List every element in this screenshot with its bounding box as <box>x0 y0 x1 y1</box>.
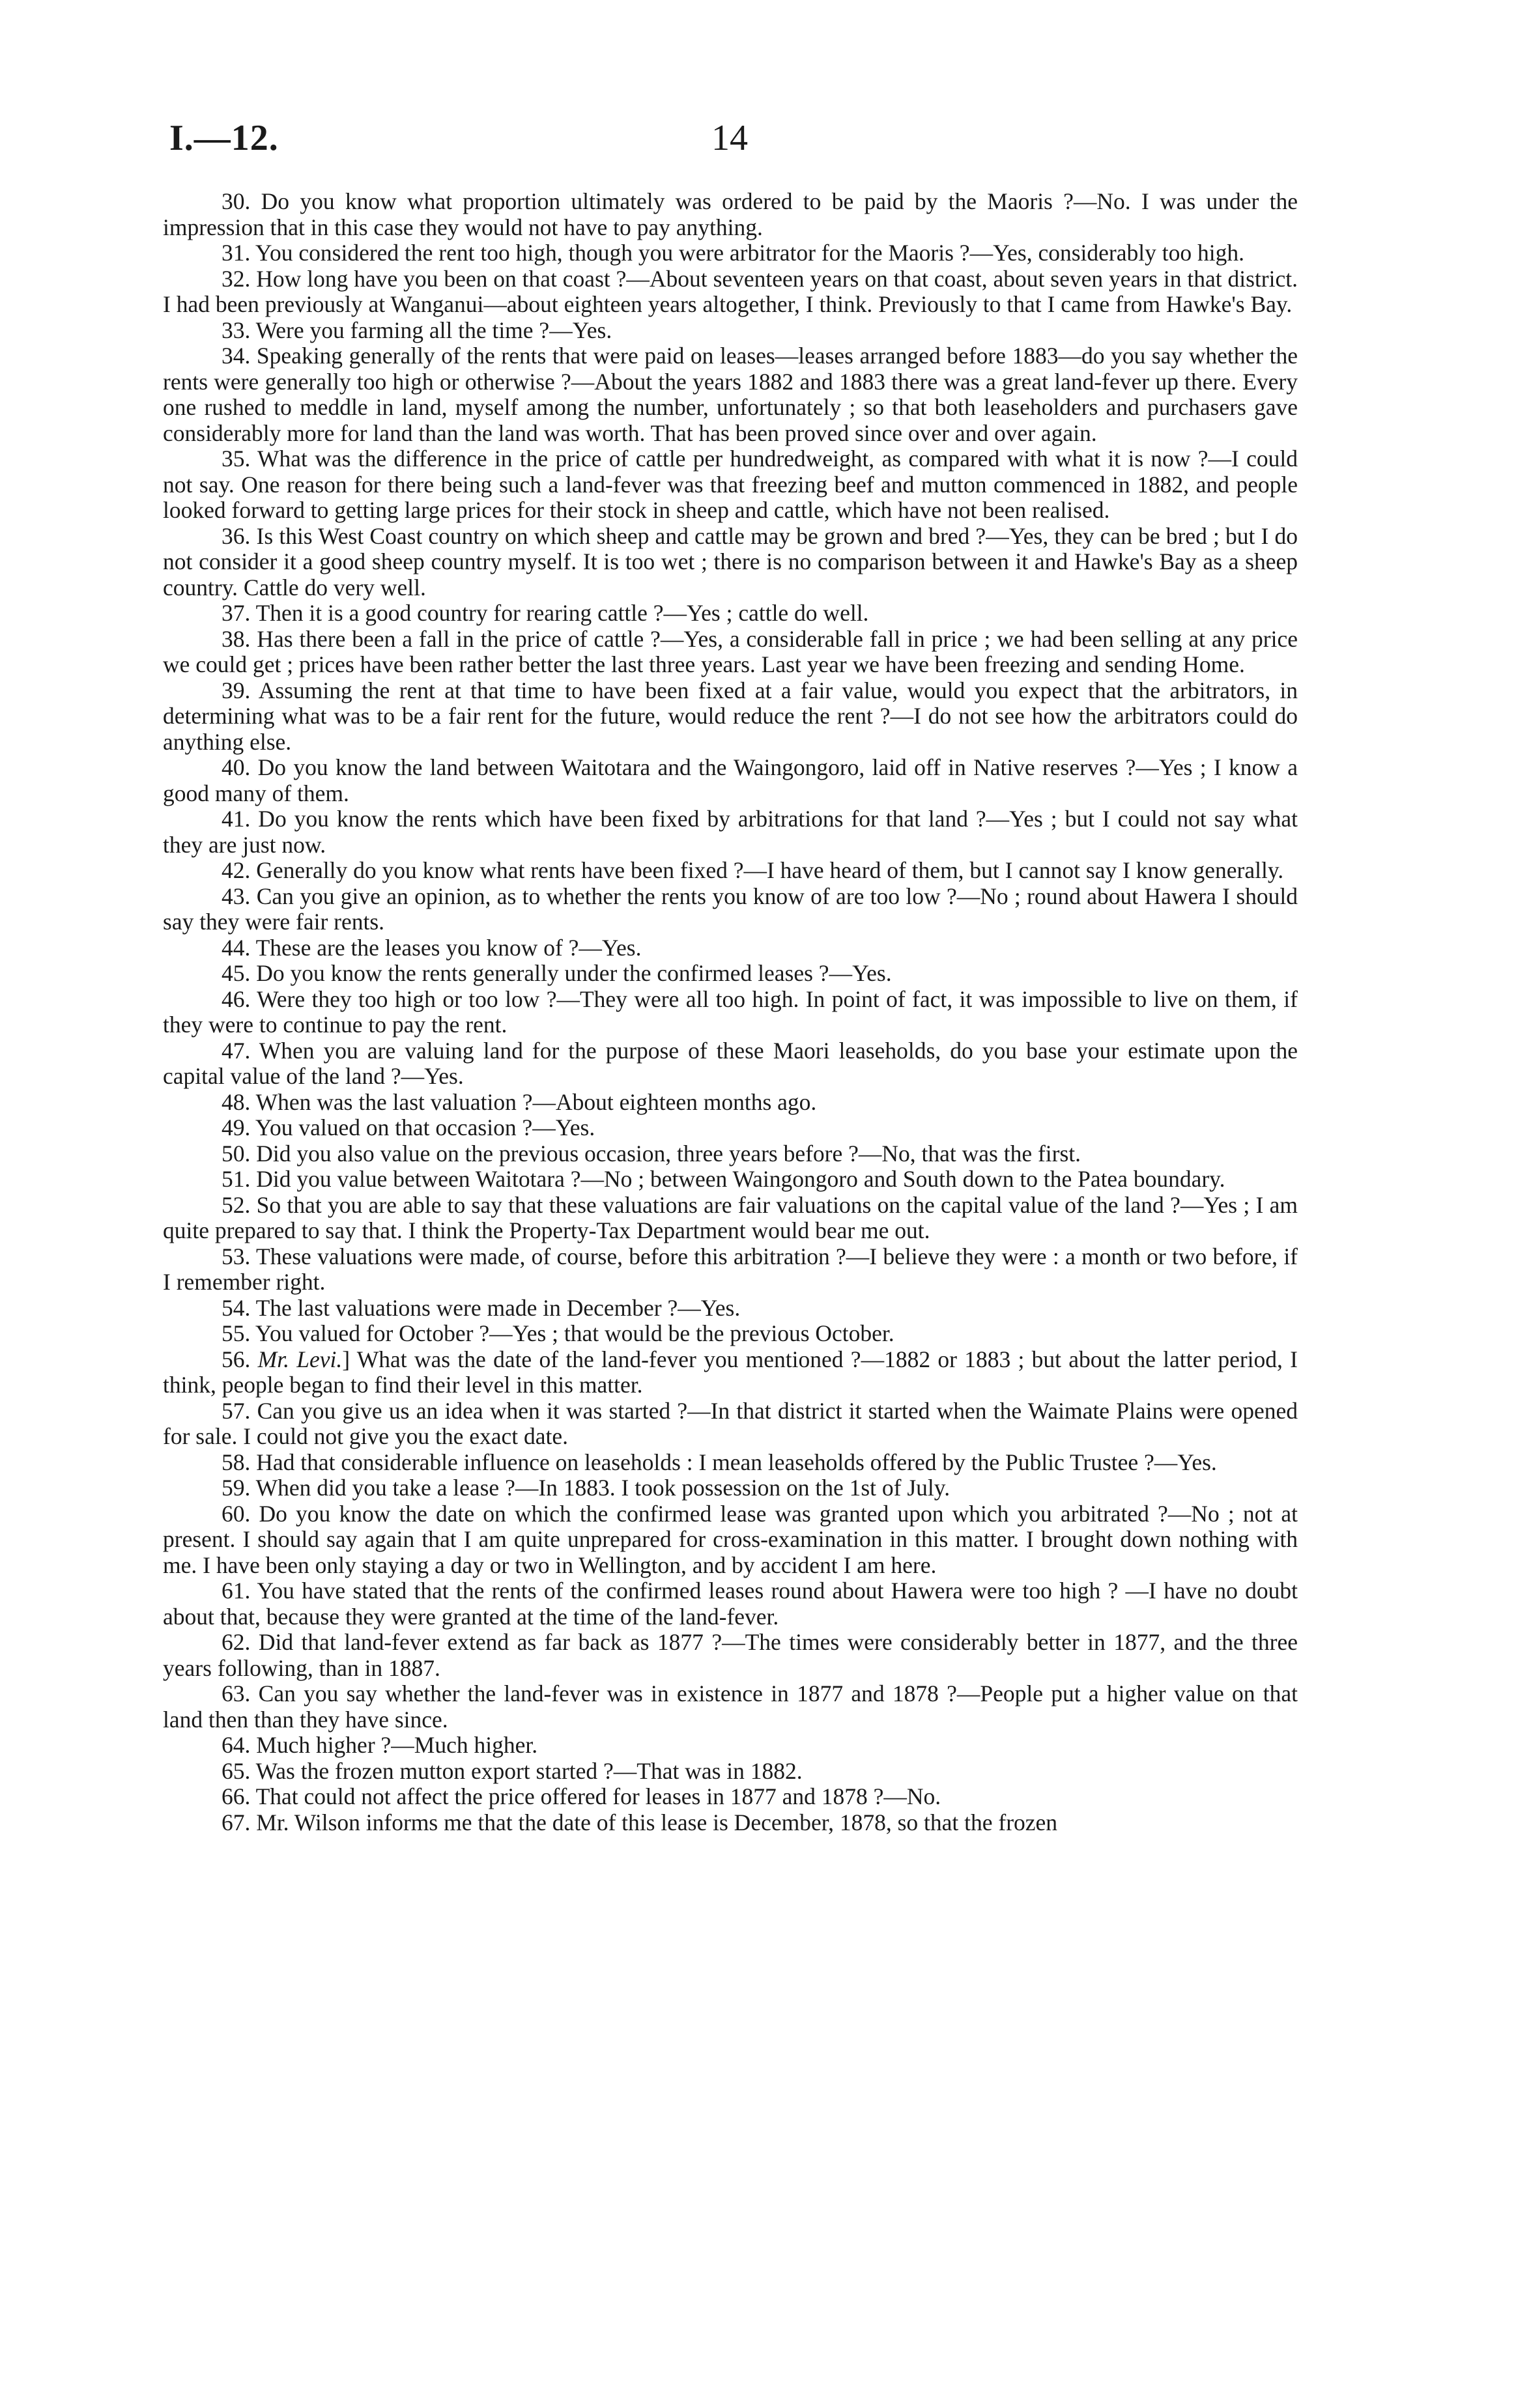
paragraph-text: 52. So that you are able to say that these valuations are fair valuations on the capital value of the land ?—Yes ; I am quite prepared to say that. I think the Property-Tax Department would bear me out. <box>163 1191 1298 1243</box>
testimony-paragraph <box>163 240 1298 266</box>
paragraph-text: 32. How long have you been on that coast ?—About seventeen years on that coast, about seven years in that district. I had been previously at Wanganui—about eighteen years altogether, I think. Previously to that I came from Hawke's Bay. <box>163 265 1298 317</box>
testimony-paragraph <box>163 858 1298 884</box>
paragraph-text: 54. The last valuations were made in December ?—Yes. <box>222 1294 741 1321</box>
testimony-paragraph <box>163 755 1298 806</box>
paragraph-text: 63. Can you say whether the land-fever was in existence in 1877 and 1878 ?—People put a higher value on that land then than they have since. <box>163 1680 1298 1733</box>
paragraph-text: 62. Did that land-fever extend as far back as 1877 ?—The times were considerably better in 1877, and the three years following, than in 1887. <box>163 1629 1298 1681</box>
testimony-paragraph <box>163 1321 1298 1347</box>
testimony-paragraph <box>163 1141 1298 1167</box>
document-reference: I.—12. <box>169 118 279 158</box>
paragraph-text: 41. Do you know the rents which have been fixed by arbitrations for that land ?—Yes ; but I could not say what they are just now. <box>163 806 1298 858</box>
paragraph-text: 60. Do you know the date on which the confirmed lease was granted upon which you arbitrated ?—No ; not at present. I should say again that I am quite unprepared for cross-examination in this matter. I brought down nothing with me. I have been only staying a day or two in Wellington, and by accident I am here. <box>163 1500 1298 1578</box>
document-body <box>163 189 1298 1835</box>
paragraph-text: 50. Did you also value on the previous occasion, three years before ?—No, that was the first. <box>222 1140 1081 1167</box>
paragraph-text: 53. These valuations were made, of course, before this arbitration ?—I believe they were : a month or two before, if I remember right. <box>163 1243 1298 1295</box>
testimony-paragraph <box>163 1681 1298 1733</box>
paragraph-text: 42. Generally do you know what rents have been fixed ?—I have heard of them, but I cannot say I know generally. <box>222 857 1284 883</box>
testimony-paragraph <box>163 1501 1298 1579</box>
paragraph-text: 46. Were they too high or too low ?—They were all too high. In point of fact, it was impossible to live on them, if they were to continue to pay the rent. <box>163 985 1298 1038</box>
paragraph-text: 56. <box>222 1346 258 1372</box>
testimony-paragraph <box>163 1630 1298 1681</box>
paragraph-text: 40. Do you know the land between Waitotara and the Waingongoro, laid off in Native reserves ?—Yes ; I know a good many of them. <box>163 754 1298 806</box>
testimony-paragraph <box>163 266 1298 318</box>
paragraph-text: 33. Were you farming all the time ?—Yes. <box>222 317 612 343</box>
paragraph-text: 64. Much higher ?—Much higher. <box>222 1732 538 1758</box>
testimony-paragraph <box>163 987 1298 1038</box>
testimony-paragraph <box>163 1733 1298 1759</box>
testimony-paragraph <box>163 884 1298 935</box>
paragraph-text: 58. Had that considerable influence on leaseholds : I mean leaseholds offered by the Public Trustee ?—Yes. <box>222 1449 1217 1475</box>
paragraph-text: 66. That could not affect the price offered for leases in 1877 and 1878 ?—No. <box>222 1783 941 1809</box>
paragraph-text: 55. You valued for October ?—Yes ; that would be the previous October. <box>222 1320 894 1346</box>
testimony-paragraph <box>163 1578 1298 1630</box>
testimony-paragraph <box>163 935 1298 961</box>
testimony-paragraph <box>163 1759 1298 1785</box>
paragraph-text: 57. Can you give us an idea when it was started ?—In that district it started when the Waimate Plains were opened for sale. I could not give you the exact date. <box>163 1397 1298 1449</box>
testimony-paragraph <box>163 601 1298 627</box>
paragraph-text: 65. Was the frozen mutton export started ?—That was in 1882. <box>222 1757 803 1784</box>
testimony-paragraph <box>163 1810 1298 1836</box>
paragraph-text: 35. What was the difference in the price of cattle per hundredweight, as compared with what it is now ?—I could not say. One reason for there being such a land-fever was that freezing beef and mutton commenced in 1882, and people looked forward to getting large prices for their stock in sheep and cattle, which have not been realised. <box>163 446 1298 523</box>
testimony-paragraph <box>163 1296 1298 1322</box>
testimony-paragraph <box>163 1244 1298 1296</box>
paragraph-text: 30. Do you know what proportion ultimately was ordered to be paid by the Maoris ?—No. I was under the impression that in this case they would not have to pay anything. <box>163 188 1298 240</box>
testimony-paragraph <box>163 343 1298 446</box>
page-header <box>169 117 1290 169</box>
testimony-paragraph <box>163 1038 1298 1090</box>
paragraph-text: 51. Did you value between Waitotara ?—No ; between Waingongoro and South down to the Patea boundary. <box>222 1166 1225 1192</box>
paragraph-text: 36. Is this West Coast country on which sheep and cattle may be grown and bred ?—Yes, they can be bred ; but I do not consider it a good sheep country myself. It is too wet ; there is no comparison between it and Hawke's Bay as a sheep country. Cattle do very well. <box>163 522 1298 601</box>
paragraph-text: 44. These are the leases you know of ?—Yes. <box>222 934 642 961</box>
paragraph-text: 34. Speaking generally of the rents that were paid on leases—leases arranged before 1883—do you say whether the rents were generally too high or otherwise ?—About the years 1882 and 1883 there was a great land-fever up there. Every one rushed to meddle in land, myself among the number, unfortunately ; so that both leaseholders and purchasers gave considerably more for land than the land was worth. That has been proved since over and over again. <box>163 343 1298 446</box>
paragraph-text: 47. When you are valuing land for the purpose of these Maori leaseholds, do you base your estimate upon the capital value of the land ?—Yes. <box>163 1037 1298 1089</box>
paragraph-text-continued: ] What was the date of the land-fever you mentioned ?—1882 or 1883 ; but about the latter period, I think, people began to find their level in this matter. <box>163 1346 1298 1398</box>
page-number: 14 <box>711 118 748 158</box>
paragraph-text: 39. Assuming the rent at that time to have been fixed at a fair value, would you expect that the arbitrators, in determining what was to be a fair rent for the future, would reduce the rent ?—I do not see how the arbitrators could do anything else. <box>163 677 1298 755</box>
testimony-paragraph <box>163 1475 1298 1501</box>
testimony-paragraph <box>163 1193 1298 1244</box>
testimony-paragraph <box>163 1398 1298 1450</box>
paragraph-text: 49. You valued on that occasion ?—Yes. <box>222 1114 595 1140</box>
paragraph-text: 37. Then it is a good country for rearing cattle ?—Yes ; cattle do well. <box>222 600 869 626</box>
testimony-paragraph <box>163 1167 1298 1193</box>
testimony-paragraph <box>163 627 1298 678</box>
testimony-paragraph <box>163 961 1298 987</box>
testimony-paragraph <box>163 1784 1298 1810</box>
testimony-paragraph <box>163 446 1298 524</box>
testimony-paragraph <box>163 318 1298 344</box>
paragraph-text: 45. Do you know the rents generally under the confirmed leases ?—Yes. <box>222 960 892 986</box>
paragraph-text: 67. Mr. Wilson informs me that the date of this lease is December, 1878, so that the frozen <box>222 1809 1058 1835</box>
speaker-name: Mr. Levi. <box>257 1346 343 1372</box>
testimony-paragraph <box>163 1450 1298 1476</box>
testimony-paragraph <box>163 678 1298 756</box>
paragraph-text: 48. When was the last valuation ?—About eighteen months ago. <box>222 1088 817 1115</box>
testimony-paragraph <box>163 524 1298 601</box>
testimony-paragraph <box>163 1115 1298 1141</box>
paragraph-text: 61. You have stated that the rents of the confirmed leases round about Hawera were too high ? —I have no doubt about that, because they were granted at the time of the land-fever. <box>163 1578 1298 1630</box>
paragraph-text: 31. You considered the rent too high, though you were arbitrator for the Maoris ?—Yes, considerably too high. <box>222 240 1244 266</box>
testimony-paragraph <box>163 806 1298 858</box>
paragraph-text: 59. When did you take a lease ?—In 1883. I took possession on the 1st of July. <box>222 1475 951 1501</box>
testimony-paragraph <box>163 189 1298 240</box>
paragraph-text: 38. Has there been a fall in the price of cattle ?—Yes, a considerable fall in price ; we had been selling at any price we could get ; prices have been rather better the last three years. Last year we have been freezing and sending Home. <box>163 625 1298 677</box>
testimony-paragraph <box>163 1090 1298 1116</box>
paragraph-text: 43. Can you give an opinion, as to whether the rents you know of are too low ?—No ; round about Hawera I should say they were fair rents. <box>163 883 1298 935</box>
testimony-paragraph <box>163 1347 1298 1398</box>
